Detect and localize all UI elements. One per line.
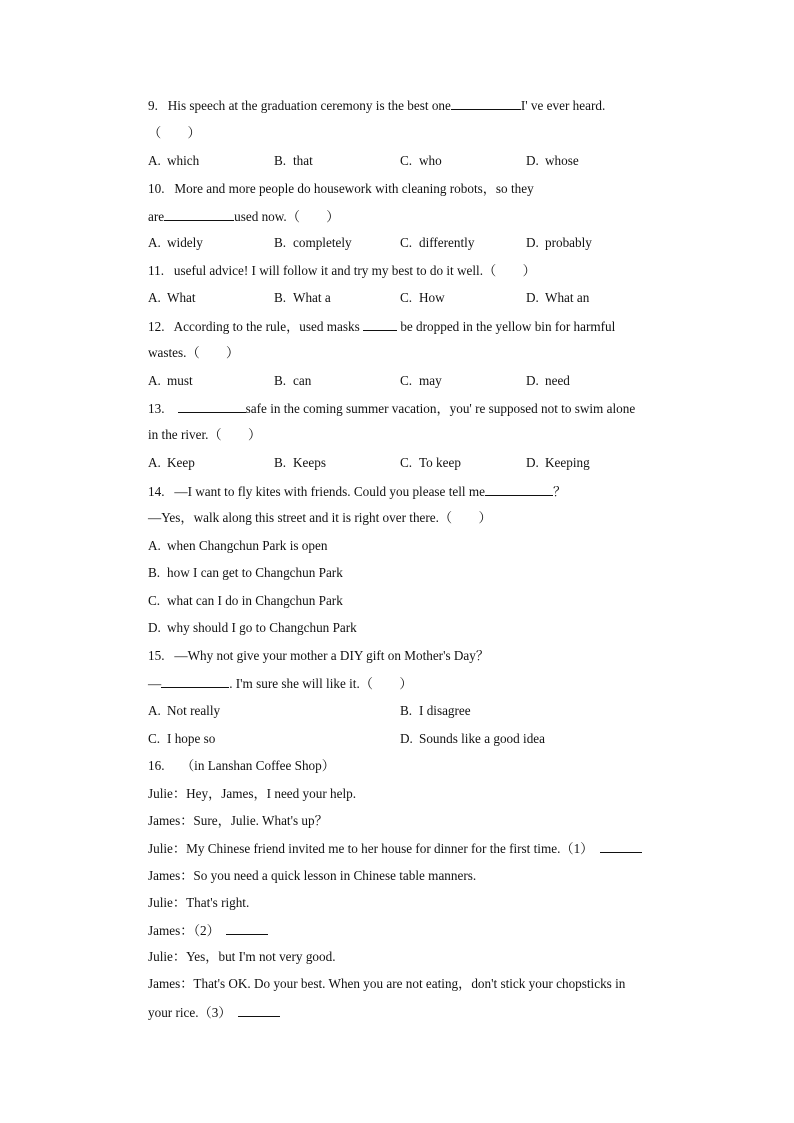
answer-blank[interactable] <box>485 483 553 496</box>
question-9-stem <box>148 97 605 114</box>
dialogue-line: James：Sure，Julie. What's up？ <box>148 813 328 828</box>
option-a[interactable]: A. What <box>148 290 196 305</box>
dialogue-line: James：That's OK. Do your best. When you are not eating，don't stick your chopsticks in <box>148 976 626 991</box>
answer-blank-1[interactable] <box>600 840 642 853</box>
option-d[interactable]: D. whose <box>526 153 579 168</box>
question-10-stem-line2: are used now.（ ） <box>148 209 340 224</box>
question-text: More and more people do housework with cleaning robots，so they <box>174 181 534 196</box>
dialogue-line: Julie：That's right. <box>148 895 250 910</box>
question-15-line2: — . I'm sure she will like it.（ ） <box>148 676 413 691</box>
option-a[interactable]: A. must <box>148 373 193 388</box>
question-14-line2: —Yes，walk along this street and it is right over there.（ ） <box>148 510 492 525</box>
option-c[interactable]: C. may <box>400 373 442 388</box>
dialogue-line: your rice.（3） <box>148 1004 280 1021</box>
option-b[interactable]: B. Keeps <box>274 455 326 470</box>
option-c[interactable]: C. differently <box>400 235 475 250</box>
option-c[interactable]: C. I hope so <box>148 731 216 746</box>
question-13-stem-line2: in the river.（ ） <box>148 427 262 442</box>
option-a[interactable]: A. Not really <box>148 703 221 718</box>
question-number: 16. <box>148 758 165 773</box>
answer-blank-3[interactable] <box>238 1004 280 1017</box>
option-d[interactable]: D. Keeping <box>526 455 590 470</box>
option-b[interactable]: B. I disagree <box>400 703 471 718</box>
question-15-stem: 15. —Why not give your mother a DIY gift on Mother's Day？ <box>148 648 490 663</box>
question-number: 10. <box>148 181 165 196</box>
option-d[interactable]: D. What an <box>526 290 590 305</box>
question-12-stem-line2: wastes.（ ） <box>148 345 240 360</box>
question-12-stem: 12. According to the rule，used masks be dropped in the yellow bin for harmful <box>148 319 616 334</box>
question-number: 14. <box>148 484 165 499</box>
dialogue-line: James：So you need a quick lesson in Chinese table manners. <box>148 868 477 883</box>
question-text: useful advice! I will follow it and try my best to do it well.（ ） <box>173 263 536 278</box>
question-number: 9. <box>148 98 158 113</box>
answer-blank[interactable] <box>178 400 246 413</box>
answer-blank[interactable] <box>161 675 229 688</box>
question-10-stem <box>148 181 534 197</box>
answer-blank[interactable] <box>164 208 234 221</box>
option-c[interactable]: C. To keep <box>400 455 461 470</box>
option-d[interactable]: D. probably <box>526 235 592 250</box>
answer-paren[interactable]: （ ） <box>148 125 201 140</box>
answer-blank[interactable] <box>451 97 521 110</box>
option-d[interactable]: D. need <box>526 373 570 388</box>
dialogue-line: Julie：Hey，James，I need your help. <box>148 786 357 801</box>
question-number: 12. <box>148 319 165 334</box>
option-b[interactable]: B. how I can get to Changchun Park <box>148 565 343 580</box>
option-a[interactable]: A. which <box>148 153 200 168</box>
option-b[interactable]: B. What a <box>274 290 331 305</box>
option-d[interactable]: D. why should I go to Changchun Park <box>148 620 357 635</box>
dialogue-line: Julie：My Chinese friend invited me to her house for dinner for the first time.（1） <box>148 840 642 857</box>
option-b[interactable]: B. that <box>274 153 313 168</box>
question-text: I' ve ever heard. <box>520 98 606 113</box>
question-number: 13. <box>148 401 165 416</box>
option-a[interactable]: A. widely <box>148 235 203 250</box>
dialogue-line: Julie：Yes，but I'm not very good. <box>148 949 336 964</box>
option-c[interactable]: C. How <box>400 290 445 305</box>
question-16-heading <box>148 758 335 774</box>
question-number: 11. <box>148 263 164 278</box>
answer-blank-2[interactable] <box>226 922 268 935</box>
question-number: 15. <box>148 648 165 663</box>
option-d[interactable]: D. Sounds like a good idea <box>400 731 545 746</box>
option-a[interactable]: A. Keep <box>148 455 195 470</box>
option-c[interactable]: C. what can I do in Changchun Park <box>148 593 343 608</box>
question-13-stem: 13. safe in the coming summer vacation，you' re supposed not to swim alone <box>148 401 636 416</box>
question-14-stem: 14. —I want to fly kites with friends. Could you please tell me ？ <box>148 484 567 499</box>
answer-blank[interactable] <box>363 318 397 331</box>
question-text: His speech at the graduation ceremony is the best one <box>167 98 451 113</box>
dialogue-line: James：（2） <box>148 922 268 939</box>
dialogue-setting: （in Lanshan Coffee Shop） <box>180 758 335 773</box>
option-a[interactable]: A. when Changchun Park is open <box>148 538 328 553</box>
option-b[interactable]: B. completely <box>274 235 352 250</box>
option-b[interactable]: B. can <box>274 373 312 388</box>
question-11-stem <box>148 263 536 279</box>
option-c[interactable]: C. who <box>400 153 442 168</box>
